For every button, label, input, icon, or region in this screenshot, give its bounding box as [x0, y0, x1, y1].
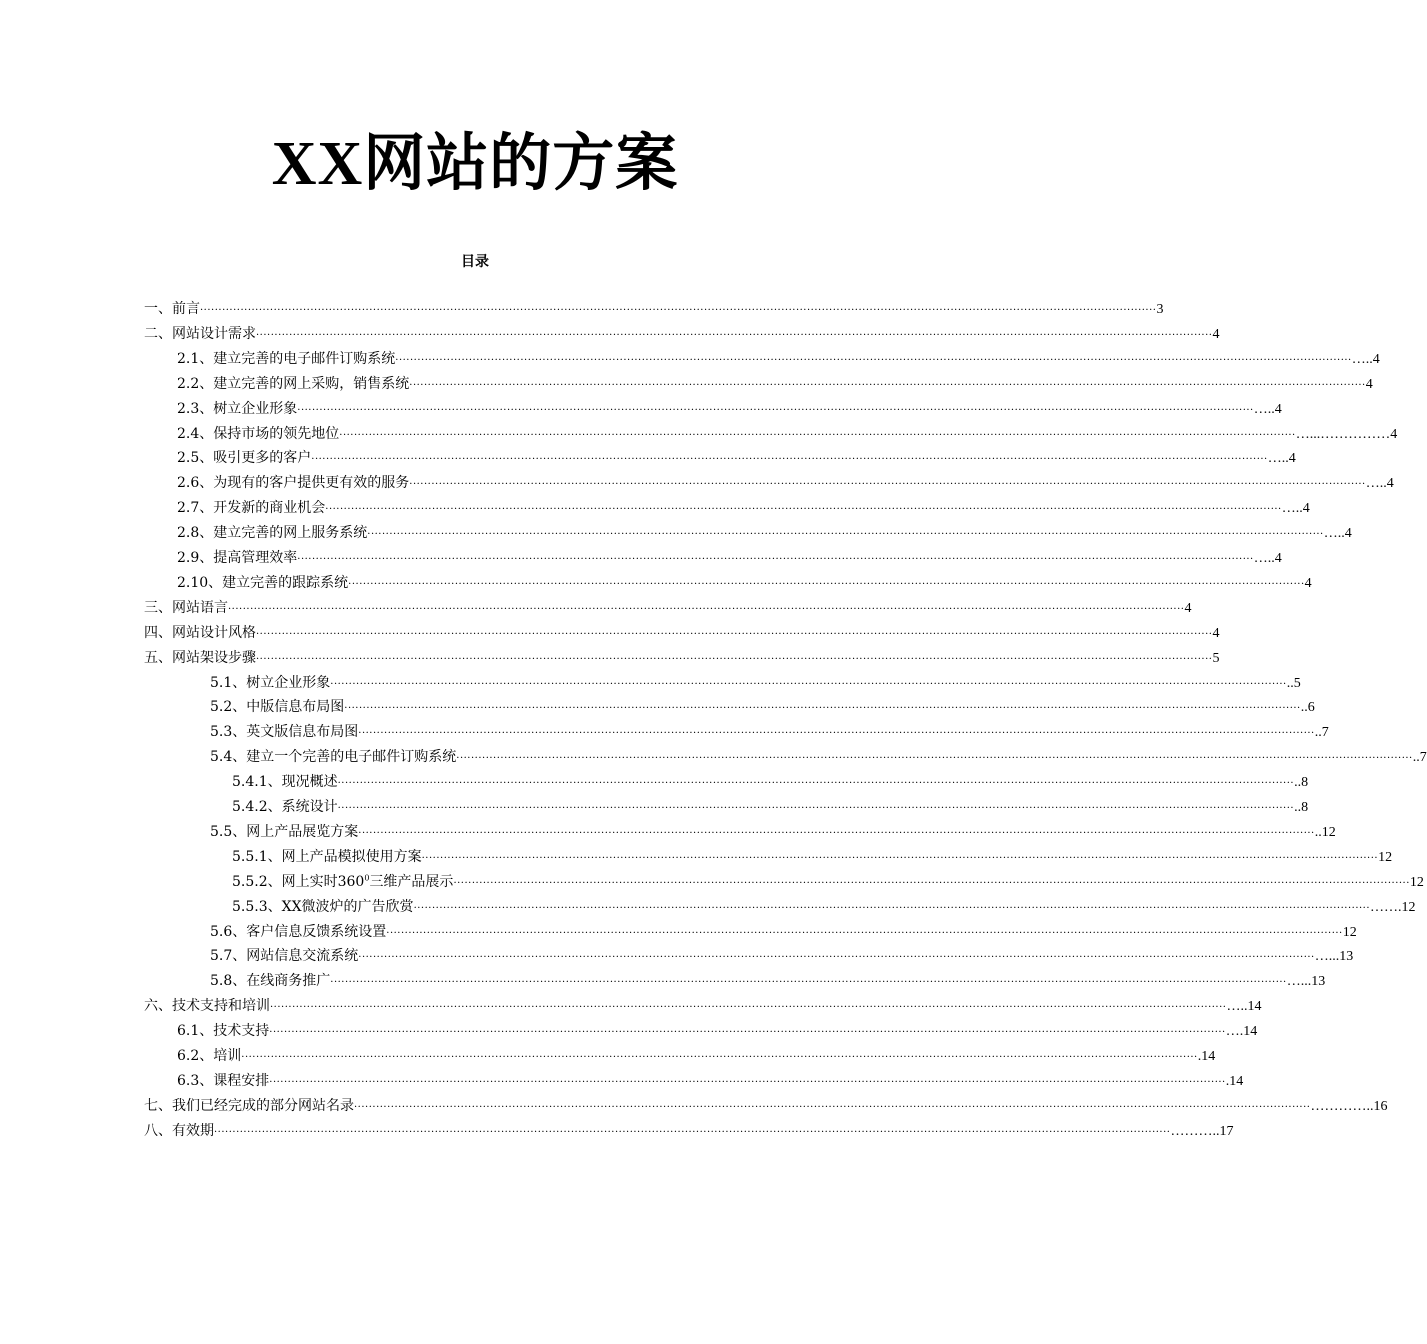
toc-page-number: ..8: [1294, 775, 1309, 791]
toc-page-number: ..6: [1300, 700, 1315, 716]
toc-page-number: ..7: [1412, 750, 1427, 766]
toc-entry-label: [210, 746, 456, 768]
toc-entry-label: [177, 572, 348, 594]
toc-leader-dots: ····································································································································································································································································: [241, 1052, 1198, 1063]
toc-entry: [177, 1070, 1244, 1092]
toc-entry-label: [177, 373, 409, 395]
toc-entry: [210, 921, 1357, 943]
toc-leader-dots: ····································································································································································································································································: [330, 678, 1287, 690]
toc-entry-label-text: 5.5.2、网上实时360: [232, 873, 365, 890]
toc-entry: [210, 746, 1427, 768]
toc-leader-dots: ····································································································································································································································································: [358, 827, 1315, 839]
toc-entry-label-text: 5.6、客户信息反馈系统设置: [210, 923, 387, 940]
toc-entry-label: [177, 1045, 241, 1067]
toc-entry-label: [144, 1120, 214, 1142]
toc-entry-label-text: 四、网站设计风格: [144, 624, 256, 641]
toc-entry-label-text: 五、网站架设步骤: [144, 649, 256, 666]
toc-page-number: …………..16: [1310, 1098, 1388, 1114]
toc-entry: [177, 447, 1296, 469]
toc-leader-dots: ····································································································································································································································································: [348, 578, 1305, 590]
toc-leader-dots: ····································································································································································································································································: [395, 354, 1352, 366]
toc-entry-label: [144, 1095, 354, 1117]
toc-page-number: …….12: [1370, 899, 1416, 915]
toc-entry: [210, 821, 1336, 843]
toc-page-number: ………..17: [1170, 1123, 1234, 1139]
toc-entry-label: [232, 796, 338, 818]
toc-entry: [144, 597, 1192, 619]
toc-entry-label: [177, 1020, 269, 1042]
toc-entry-label-text: 6.1、技术支持: [177, 1023, 270, 1040]
toc-page-number: 12: [1378, 849, 1393, 865]
toc-entry-label: [177, 522, 367, 544]
toc-page-number: …...13: [1286, 974, 1326, 990]
toc-entry-label-text: 5.4、建立一个完善的电子邮件订购系统: [210, 749, 457, 766]
toc-entry-label-text: 三、网站语言: [144, 599, 228, 616]
toc-page-number: …..4: [1281, 501, 1310, 517]
toc-leader-dots: ····································································································································································································································································: [421, 852, 1379, 864]
toc-entry-label-text: 5.8、在线商务推广: [210, 973, 331, 990]
toc-entry-label-text: 七、我们已经完成的部分网站名录: [144, 1097, 354, 1114]
toc-entry-label: [144, 995, 270, 1017]
toc-entry-label: [210, 921, 386, 943]
toc-entry-label-text: 八、有效期: [144, 1122, 214, 1139]
toc-leader-dots: ····································································································································································································································································: [297, 554, 1254, 565]
toc-entry: [177, 1020, 1258, 1042]
toc-entry-label: [144, 647, 256, 669]
toc-entry-label-text: 5.5.3、XX微波炉的广告欣赏: [232, 898, 414, 915]
toc-page-number: ..12: [1314, 824, 1336, 840]
toc-leader-dots: ····································································································································································································································································: [409, 479, 1366, 491]
toc-page-number: …..14: [1226, 999, 1262, 1015]
toc-entry: [144, 647, 1220, 669]
toc-leader-dots: ····································································································································································································································································: [214, 1126, 1171, 1138]
toc-entry: [210, 970, 1326, 992]
toc-leader-dots: ····································································································································································································································································: [330, 977, 1287, 989]
toc-entry-label-text: 2.4、保持市场的领先地位: [177, 425, 340, 442]
toc-entry-label-text: 5.5.1、网上产品模拟使用方案: [232, 848, 422, 865]
toc-entry-label-text: 2.2、建立完善的网上采购，销售系统: [177, 375, 410, 392]
toc-entry: [232, 896, 1416, 918]
toc-page-number: …..4: [1253, 551, 1282, 566]
toc-entry: [177, 497, 1310, 519]
toc-entry-label-text: 2.10、建立完善的跟踪系统: [177, 574, 349, 591]
toc-entry-label: [177, 348, 395, 370]
toc-entry: [177, 1045, 1216, 1067]
toc-leader-dots: ····································································································································································································································································: [354, 1101, 1311, 1113]
toc-entry-label: [210, 672, 330, 694]
toc-entry-label-text: 6.3、课程安排: [177, 1072, 270, 1089]
toc-leader-dots: ····································································································································································································································································: [453, 877, 1410, 889]
toc-entry-label-text: 2.8、建立完善的网上服务系统: [177, 525, 368, 542]
toc-entry: [177, 373, 1373, 395]
toc-page-number: ….14: [1225, 1024, 1258, 1040]
toc-entry-label-text: 一、前言: [144, 301, 200, 317]
toc-entry-label: [210, 821, 358, 843]
toc-entry-label: [177, 547, 297, 569]
toc-page-number: 5: [1212, 650, 1220, 666]
toc-leader-dots: ····································································································································································································································································: [269, 1076, 1226, 1088]
toc-entry: [177, 522, 1352, 544]
toc-entry: [144, 1120, 1234, 1142]
toc-entry: [210, 945, 1354, 967]
toc-entry: [177, 398, 1282, 420]
toc-entry: [210, 721, 1329, 743]
toc-entry-label: [210, 696, 344, 718]
toc-entry-label: [210, 970, 330, 992]
toc-leader-dots: ····································································································································································································································································: [325, 504, 1282, 516]
toc-page-number: 4: [1365, 376, 1373, 392]
toc-entry: [177, 348, 1380, 370]
toc-page-number: 12: [1409, 874, 1424, 890]
toc-entry-label-text: 6.2、培训: [177, 1048, 242, 1064]
toc-entry: [177, 472, 1394, 494]
toc-leader-dots: ····································································································································································································································································: [339, 429, 1296, 441]
toc-entry-label-text: 2.5、吸引更多的客户: [177, 450, 312, 467]
toc-entry-label-text: 5.4.1、现况概述: [232, 774, 338, 791]
toc-leader-dots: ····································································································································································································································································: [337, 803, 1295, 814]
toc-entry-label-text: 2.9、提高管理效率: [177, 550, 298, 566]
toc-leader-dots: ····································································································································································································································································: [256, 329, 1213, 341]
toc-entry: [144, 995, 1262, 1017]
toc-leader-dots: ····································································································································································································································································: [456, 753, 1413, 765]
toc-entry: [210, 696, 1315, 718]
toc-leader-dots: ····································································································································································································································································: [270, 1002, 1227, 1014]
toc-entry-label: [232, 771, 338, 793]
toc-heading: 目录: [461, 254, 489, 270]
toc-entry: [144, 323, 1220, 345]
toc-entry: [177, 423, 1398, 445]
toc-entry-label-text: 2.7、开发新的商业机会: [177, 500, 326, 517]
toc-page-number: 4: [1212, 625, 1220, 641]
toc-entry-label: [144, 323, 256, 345]
toc-page-number: .14: [1197, 1049, 1216, 1064]
toc-leader-dots: ····································································································································································································································································: [344, 703, 1301, 715]
toc-entry-label: [210, 945, 358, 967]
toc-entry: [232, 771, 1309, 793]
toc-leader-dots: ····································································································································································································································································: [200, 305, 1157, 316]
toc-entry: [144, 622, 1220, 644]
toc-entry-label-text: 2.3、树立企业形象: [177, 400, 298, 417]
toc-page-number: …..4: [1253, 401, 1282, 417]
toc-leader-dots: ····································································································································································································································································: [228, 603, 1185, 615]
toc-page-number: …...13: [1314, 949, 1354, 965]
toc-entry-label-text: 2.6、为现有的客户提供更有效的服务: [177, 475, 410, 492]
toc-page-number: ..7: [1314, 725, 1329, 741]
toc-entry-label: [177, 398, 297, 420]
toc-entry: [144, 298, 1164, 320]
toc-leader-dots: ····································································································································································································································································: [337, 778, 1295, 790]
toc-page-number: 12: [1342, 924, 1357, 940]
toc-entry-label: [232, 871, 453, 893]
toc-entry-label: [177, 423, 339, 445]
toc-page-number: 4: [1304, 575, 1312, 591]
toc-entry-superscript: 0: [364, 873, 370, 883]
toc-leader-dots: ····································································································································································································································································: [367, 529, 1324, 541]
document-title: XX网站的方案: [271, 130, 679, 198]
toc-entry: [210, 672, 1301, 694]
toc-entry-label: [210, 721, 358, 743]
toc-entry-label-text: 二、网站设计需求: [144, 325, 256, 342]
toc-page-number: .14: [1225, 1073, 1244, 1089]
toc-entry-label: [177, 497, 325, 519]
toc-entry: [232, 796, 1309, 818]
toc-entry: [177, 547, 1282, 569]
toc-leader-dots: ····································································································································································································································································: [358, 952, 1315, 964]
toc-leader-dots: ····································································································································································································································································: [311, 454, 1268, 466]
toc-entry: [232, 846, 1393, 868]
toc-page-number: ..5: [1286, 675, 1301, 691]
toc-page-number: 3: [1156, 302, 1164, 317]
toc-page-number: …..4: [1365, 476, 1394, 492]
toc-entry-label: [144, 298, 200, 320]
toc-leader-dots: ····································································································································································································································································: [386, 927, 1343, 939]
toc-leader-dots: ····································································································································································································································································: [256, 628, 1213, 640]
toc-entry-label: [144, 597, 228, 619]
toc-entry-label-text: 5.1、树立企业形象: [210, 674, 331, 691]
toc-entry: [232, 871, 1424, 893]
toc-leader-dots: ····································································································································································································································································: [413, 902, 1371, 914]
toc-entry-label-text: 5.2、中版信息布局图: [210, 699, 345, 716]
toc-page-number: …...……………4: [1295, 426, 1398, 442]
toc-page-number: ..8: [1294, 800, 1309, 815]
toc-entry-label: [177, 1070, 269, 1092]
toc-leader-dots: ····································································································································································································································································: [297, 404, 1254, 416]
toc-entry-label-text: 六、技术支持和培训: [144, 998, 270, 1015]
toc-entry-label-text: 5.7、网站信息交流系统: [210, 948, 359, 965]
toc-entry-label-text: 5.3、英文版信息布局图: [210, 724, 359, 741]
toc-entry-label: [144, 622, 256, 644]
toc-entry: [144, 1095, 1388, 1117]
toc-page-number: 4: [1212, 326, 1220, 342]
toc-entry-label: [177, 472, 409, 494]
toc-entry-label: [177, 447, 311, 469]
toc-entry-label-text: 5.5、网上产品展览方案: [210, 823, 359, 840]
toc-entry-label: [232, 846, 422, 868]
toc-entry-label-suffix: 三维产品展示: [369, 873, 454, 890]
toc-page-number: …..4: [1323, 526, 1352, 542]
toc-page-number: 4: [1184, 600, 1192, 616]
toc-page-number: …..4: [1267, 451, 1296, 467]
toc-page-number: …..4: [1351, 351, 1380, 367]
toc-leader-dots: ····································································································································································································································································: [269, 1027, 1226, 1039]
toc-leader-dots: ····································································································································································································································································: [256, 653, 1213, 665]
toc-leader-dots: ····································································································································································································································································: [358, 728, 1315, 740]
toc-entry: [177, 572, 1312, 594]
toc-entry-label-text: 2.1、建立完善的电子邮件订购系统: [177, 350, 396, 367]
toc-entry-label-text: 5.4.2、系统设计: [232, 799, 338, 815]
toc-entry-label: [232, 896, 414, 918]
toc-leader-dots: ····································································································································································································································································: [409, 379, 1366, 391]
